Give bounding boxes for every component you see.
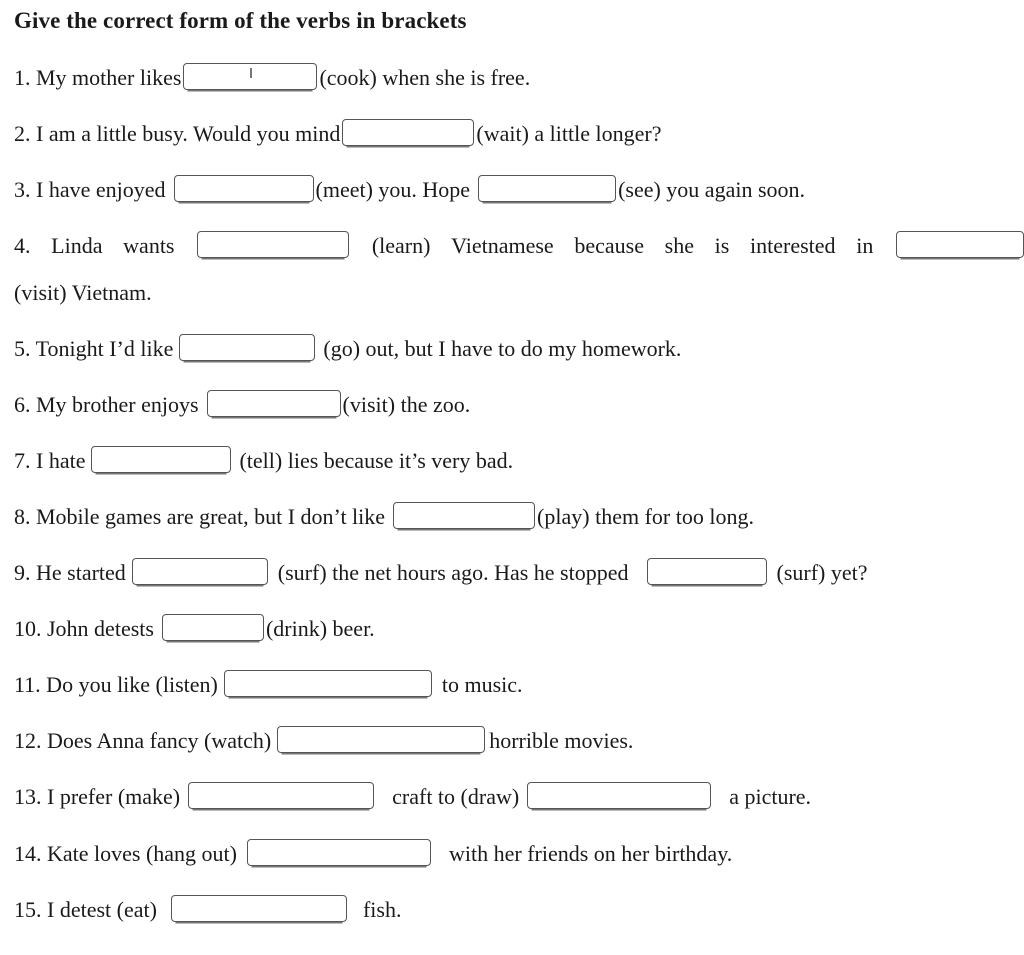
answer-input-10[interactable] <box>162 614 264 641</box>
question-text: because <box>574 233 644 258</box>
question-text: 9. He started <box>14 560 126 585</box>
answer-input-4a[interactable] <box>197 231 349 258</box>
question-text: (surf) yet? <box>776 560 868 585</box>
answer-input-3a[interactable] <box>174 175 314 202</box>
question-text: (wait) a little longer? <box>476 121 662 146</box>
question-text: fish. <box>362 897 402 922</box>
question-text: (meet) you. Hope <box>315 177 471 202</box>
question-14 <box>14 834 732 874</box>
question-text: (drink) beer. <box>265 616 375 641</box>
question-13 <box>14 777 811 817</box>
question-text: 7. I hate <box>14 448 86 473</box>
question-text: she <box>664 233 694 258</box>
question-10 <box>14 609 375 649</box>
question-2 <box>14 114 661 154</box>
answer-input-11[interactable] <box>224 670 432 697</box>
question-text: a picture. <box>729 784 812 809</box>
question-text: 10. John detests <box>14 616 154 641</box>
answer-input-9a[interactable] <box>132 558 268 585</box>
answer-input-6[interactable] <box>207 390 341 417</box>
question-text: with her friends on her birthday. <box>449 841 733 866</box>
answer-input-15[interactable] <box>171 895 347 922</box>
question-12 <box>14 721 633 761</box>
question-text: to music. <box>441 672 523 697</box>
question-text: craft to (draw) <box>392 784 520 809</box>
question-text: (play) them for too long. <box>537 504 754 529</box>
answer-input-4b[interactable] <box>896 231 1024 258</box>
answer-input-1[interactable] <box>183 63 317 90</box>
question-text: 5. Tonight I’d like <box>14 336 174 361</box>
question-text: 13. I prefer (make) <box>14 784 181 809</box>
question-11 <box>14 665 523 705</box>
question-4-continuation: (visit) Vietnam. <box>14 280 152 305</box>
answer-input-8[interactable] <box>393 502 535 529</box>
answer-input-14[interactable] <box>247 839 431 866</box>
worksheet-title: Give the correct form of the verbs in brackets <box>14 8 467 33</box>
question-4 <box>14 226 1024 266</box>
question-text: (tell) lies because it’s very bad. <box>239 448 514 473</box>
question-text: (learn) <box>371 233 431 258</box>
question-text: (visit) the zoo. <box>342 392 471 417</box>
question-text: 15. I detest (eat) <box>14 897 157 922</box>
question-text: 11. Do you like (listen) <box>14 672 218 697</box>
answer-input-13a[interactable] <box>188 782 374 809</box>
question-text: 8. Mobile games are great, but I don’t like <box>14 504 386 529</box>
question-9 <box>14 553 868 593</box>
question-3 <box>14 170 805 210</box>
question-text: 4. <box>14 233 31 258</box>
question-text: Linda <box>51 233 103 258</box>
question-6 <box>14 385 470 425</box>
question-1 <box>14 58 530 98</box>
question-text: 1. My mother likes <box>14 65 182 90</box>
question-text: (see) you again soon. <box>618 177 806 202</box>
question-8 <box>14 497 754 537</box>
question-text: Vietnamese <box>451 233 554 258</box>
answer-input-2[interactable] <box>342 119 474 146</box>
question-text: 6. My brother enjoys <box>14 392 199 417</box>
question-text: horrible movies. <box>489 728 634 753</box>
answer-input-9b[interactable] <box>647 558 767 585</box>
question-7 <box>14 441 513 481</box>
answer-input-7[interactable] <box>91 446 231 473</box>
answer-input-5[interactable] <box>179 334 315 361</box>
question-text: (surf) the net hours ago. Has he stopped <box>277 560 629 585</box>
question-15 <box>14 890 401 930</box>
answer-input-13b[interactable] <box>527 782 711 809</box>
answer-input-3b[interactable] <box>478 175 616 202</box>
question-text: wants <box>123 233 175 258</box>
question-text: 2. I am a little busy. Would you mind <box>14 121 341 146</box>
answer-input-12[interactable] <box>277 726 485 753</box>
question-text: 14. Kate loves (hang out) <box>14 841 237 866</box>
question-text: (go) out, but I have to do my homework. <box>323 336 682 361</box>
question-text: 12. Does Anna fancy (watch) <box>14 728 272 753</box>
question-5 <box>14 329 681 369</box>
question-text: is <box>714 233 730 258</box>
question-text: in <box>856 233 874 258</box>
question-text: (cook) when she is free. <box>319 65 531 90</box>
question-text: 3. I have enjoyed <box>14 177 166 202</box>
question-text: interested <box>750 233 836 258</box>
